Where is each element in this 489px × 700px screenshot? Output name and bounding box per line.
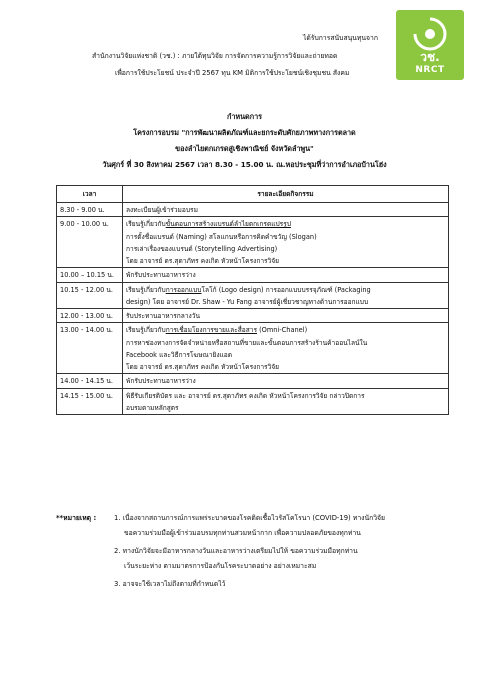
activity-line: อบรมตามหลักสูตร	[126, 403, 179, 412]
note-number: 1.	[114, 514, 121, 522]
nrct-emblem-icon	[404, 16, 456, 52]
table-row	[57, 323, 449, 374]
activity-cell	[123, 388, 449, 414]
table-row	[57, 309, 449, 323]
table-header-row	[57, 186, 449, 203]
time-cell: 10.00 – 10.15 น.	[57, 268, 123, 282]
logo-abbreviation: วช.	[420, 50, 440, 64]
time-cell: 14.15 - 15.00 น.	[57, 388, 123, 414]
activity-line	[126, 286, 445, 294]
activity-line: Facebook และวิธีการโฆษณายิงแอด	[126, 350, 233, 359]
logo-acronym: NRCT	[415, 65, 445, 75]
table-row	[57, 217, 449, 268]
activity-line: การตั้งชื่อแบรนด์ (Naming) สโลแกนหรือการคิดคำขวัญ (Slogan)	[126, 232, 317, 241]
note-item	[114, 580, 225, 588]
table-row	[57, 388, 449, 414]
activity-cell	[123, 203, 449, 217]
time-cell: 8.30 - 9.00 น.	[57, 203, 123, 217]
note-number: 2.	[114, 547, 121, 555]
activity-cell	[123, 268, 449, 282]
note-item	[114, 514, 385, 522]
activity-line: การหาช่องทางการจัดจำหน่ายหรือสถานที่ขายและขั้นตอนการสร้างร้านค้าออนไลน์ใน	[126, 338, 368, 347]
activity-cell	[123, 217, 449, 268]
activity-line: พิธีรับเกียรติบัตร และ อาจารย์ ดร.สุดาภัทร คงเกิด หัวหน้าโครงการวิจัย กล่าวปิดการ	[126, 391, 365, 400]
table-row	[57, 282, 449, 308]
activity-cell	[123, 374, 449, 388]
activity-text: เรียนรู้เกี่ยวกับ	[126, 326, 166, 335]
notes-label: **หมายเหตุ :	[56, 514, 97, 522]
activity-line: พักรับประทานอาหารว่าง	[126, 377, 196, 386]
activity-line: รับประทานอาหารกลางวัน	[126, 312, 200, 321]
note-continuation: เว้นระยะห่าง ตามมาตรการป้องกันโรคระบาดอย่าง อย่างเหมาะสม	[124, 562, 317, 570]
activity-topic-underlined: การเชื่อมโยงการขายและสื่อสาร	[165, 326, 257, 335]
table-row	[57, 268, 449, 282]
header-line-3: เพื่อการใช้ประโยชน์ ประจำปี 2567 ทุน KM มิติการใช้ประโยชน์เชิงชุมชน สังคม	[115, 69, 350, 77]
note-number: 3.	[114, 580, 121, 588]
time-cell: 13.00 - 14.00 น.	[57, 323, 123, 374]
note-text: อาจจะใช้เวลาไม่ถึงตามที่กำหนดไว้	[122, 580, 226, 588]
activity-line	[126, 220, 445, 228]
activity-line: การเล่าเรื่องของแบรนด์ (Storytelling Advertising)	[126, 244, 278, 253]
table-row	[57, 374, 449, 388]
note-item	[114, 547, 358, 555]
activity-line: โดย อาจารย์ ดร.สุดาภัทร คงเกิด หัวหน้าโครงการวิจัย	[126, 257, 280, 266]
event-date-venue: วันศุกร์ ที่ 30 สิงหาคม 2567 เวลา 8.30 - 15.00 น. ณ.หอประชุมที่ว่าการอำเภอบ้านโฮ่ง	[102, 160, 387, 169]
time-cell: 10.15 - 12.00 น.	[57, 282, 123, 308]
column-header-details: รายละเอียดกิจกรรม	[123, 186, 449, 203]
column-header-time: เวลา	[57, 186, 123, 203]
header-line-2: สำนักงานวิจัยแห่งชาติ (วช.) : ภายใต้ทุนวิจัย การจัดการความรู้การวิจัยและถ่ายทอด	[92, 52, 338, 60]
activity-topic-underlined: การออกแบบ	[165, 285, 202, 294]
time-cell: 14.00 - 14.15 น.	[57, 374, 123, 388]
note-continuation: ขอความร่วมมือผู้เข้าร่วมอบรมทุกท่านสวมหน้ากาก เพื่อความปลอดภัยของทุกท่าน	[124, 529, 361, 537]
activity-line	[126, 326, 445, 334]
project-title-line-2: ของลำไยตกเกรดสู่เชิงพาณิชย์ จังหวัดลำพูน"	[175, 144, 314, 153]
header-line-1: ได้รับการสนับสนุนทุนจาก	[303, 34, 378, 42]
activity-line: โดย อาจารย์ ดร.สุดาภัทร คงเกิด หัวหน้าโครงการวิจัย	[126, 363, 280, 372]
activity-text: เรียนรู้เกี่ยวกับ	[126, 220, 166, 229]
activity-cell	[123, 309, 449, 323]
table-row	[57, 203, 449, 217]
activity-text: โลโก้ (Logo design) การออกแบบบรรจุภัณฑ์ (Packaging	[201, 285, 371, 294]
project-title-line-1: โครงการอบรม "การพัฒนาผลิตภัณฑ์และยกระดับศักยภาพทางการตลาด	[133, 128, 356, 137]
activity-text: (Omni-Chanel)	[257, 326, 308, 335]
activity-cell	[123, 282, 449, 308]
activity-cell	[123, 323, 449, 374]
activity-line: design) โดย อาจารย์ Dr. Shaw - Yu Fang อาจารย์ผู้เชี่ยวชาญทางด้านการออกแบบ	[126, 297, 369, 306]
activity-topic-underlined: ขั้นตอนการสร้างแบรนด์ลำไยตกเกรดแปรรูป	[165, 220, 291, 229]
schedule-table	[56, 185, 449, 415]
activity-line: พักรับประทานอาหารว่าง	[126, 271, 196, 280]
nrct-logo	[396, 10, 464, 80]
schedule-heading: กำหนดการ	[227, 112, 262, 121]
time-cell: 12.00 - 13.00 น.	[57, 309, 123, 323]
activity-text: เรียนรู้เกี่ยวกับ	[126, 285, 166, 294]
note-text: เนื่องจากสถานการณ์การแพร่ระบาดของโรคติดเชื้อไวรัสโคโรนา (COVID-19) ทางนักวิจัย	[122, 514, 385, 522]
time-cell: 9.00 - 10.00 น.	[57, 217, 123, 268]
activity-line: ลงทะเบียนผู้เข้าร่วมอบรม	[126, 206, 198, 215]
note-text: ทางนักวิจัยจะมีอาหารกลางวันและอาหารว่างเตรียมไปให้ ขอความร่วมมือทุกท่าน	[122, 547, 358, 555]
